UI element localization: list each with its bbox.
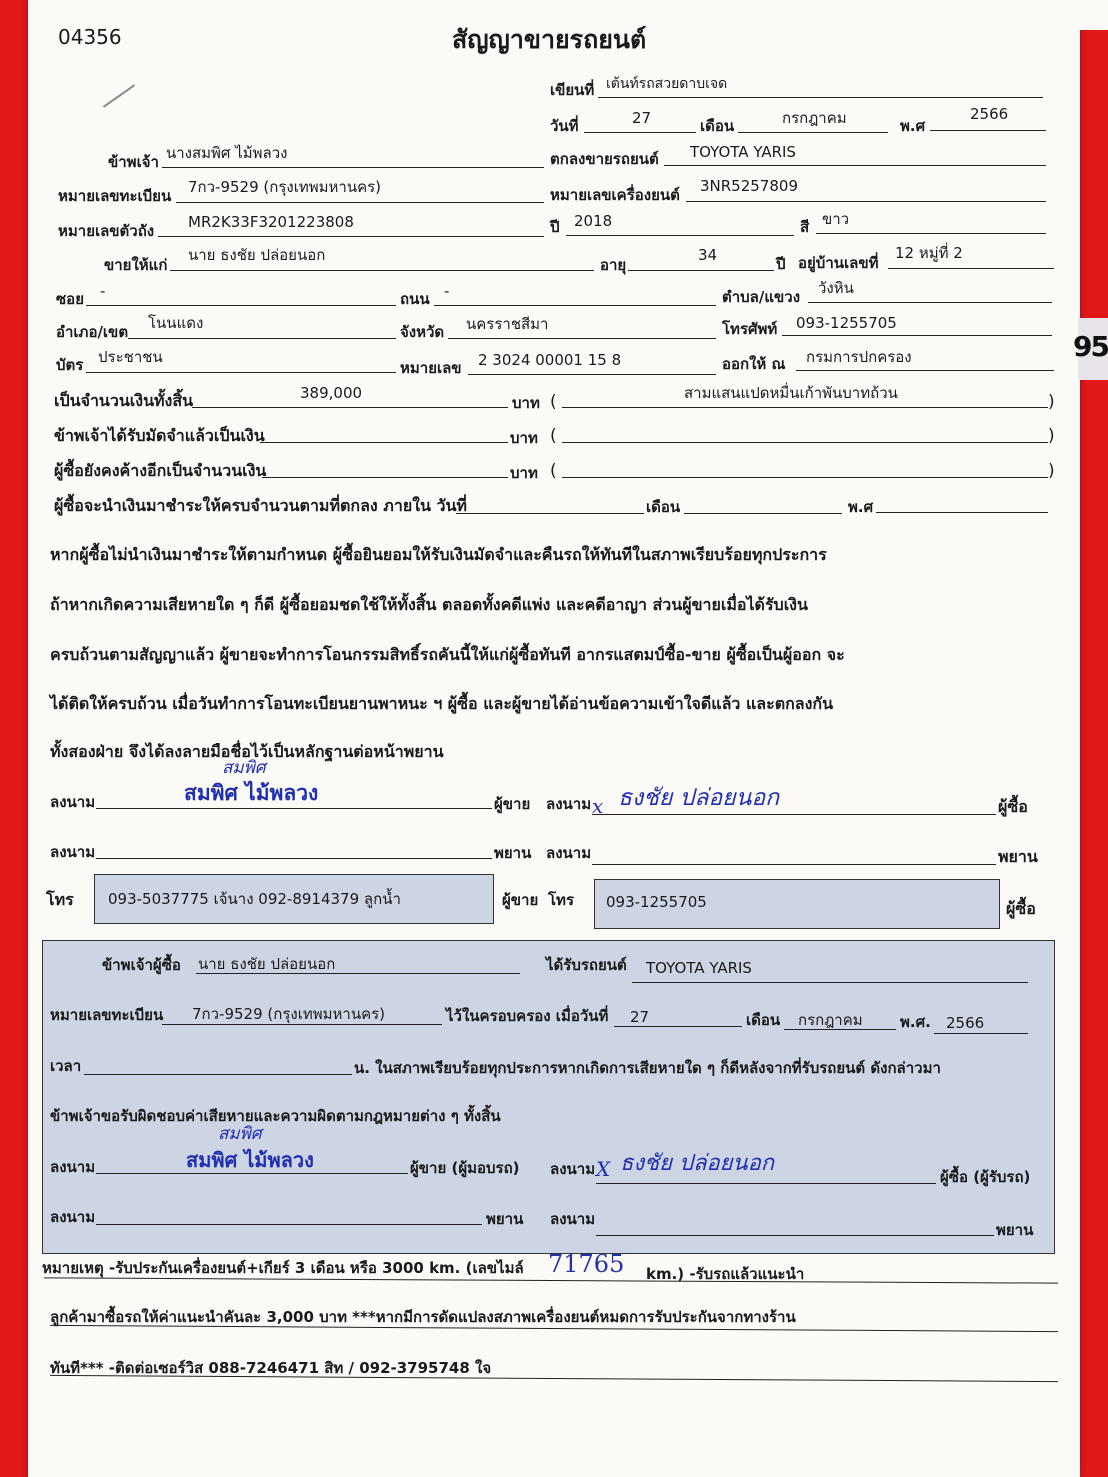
note-line-1b: km.) -รับรถแล้วแนะนำ	[646, 1265, 805, 1283]
engine-no-label: หมายเลขเครื่องยนต์	[550, 186, 680, 204]
receipt-witness2-sign-line	[596, 1235, 994, 1236]
buyer-year-label: ปี	[776, 255, 786, 273]
district-value: โนนแดง	[148, 314, 204, 332]
receipt-witness2-role: พยาน	[996, 1221, 1034, 1239]
written-at-value: เต้นท์รถสวยดาบเจด	[606, 76, 728, 92]
id-number-label: หมายเลข	[400, 359, 462, 377]
phone-value: 093-1255705	[796, 314, 897, 332]
buyer-sign-label: ลงนาม	[546, 795, 592, 813]
registration-label: หมายเลขทะเบียน	[58, 187, 172, 205]
receipt-seller-signature: สมพิศ ไม้พลวง	[186, 1148, 314, 1172]
receipt-seller-sign-line	[96, 1173, 408, 1174]
seller-phone-role: ผู้ขาย	[502, 891, 539, 909]
seller-sign-line	[96, 808, 492, 809]
chassis-no-value: MR2K33F3201223808	[188, 213, 354, 231]
id-card-label: บัตร	[56, 356, 84, 374]
buyer-house-label: อยู่บ้านเลขที่	[798, 254, 879, 272]
receipt-buyer-label: ข้าพเจ้าผู้ซื้อ	[102, 956, 181, 974]
province-value: นครราชสีมา	[466, 315, 549, 333]
subdistrict-value: วังหิน	[818, 279, 854, 297]
total-words-line	[562, 407, 1048, 408]
id-number-line	[468, 374, 716, 375]
buyer-phone: 093-1255705	[606, 893, 707, 911]
color-line	[816, 233, 1046, 234]
receipt-day-line	[614, 1026, 742, 1027]
note-line-1a: หมายเหตุ -รับประกันเครื่องยนต์+เกียร์ 3 เดือน หรือ 3000 km. (เลขไมล์	[42, 1259, 524, 1277]
registration-value: 7กว-9529 (กรุงเทพมหานคร)	[188, 178, 382, 196]
receipt-day-value: 27	[630, 1008, 650, 1026]
date-month-label: เดือน	[700, 117, 735, 135]
receipt-seller-sign-label: ลงนาม	[50, 1158, 96, 1176]
receipt-reg-label: หมายเลขทะเบียน	[50, 1006, 164, 1024]
total-label: เป็นจำนวนเงินทั้งสิ้น	[54, 391, 194, 410]
road-label: ถนน	[400, 290, 430, 308]
receipt-reg-line	[162, 1024, 442, 1025]
buyer-phone-label: โทร	[548, 891, 575, 909]
written-at-label: เขียนที่	[550, 81, 595, 99]
buyer-age-label: อายุ	[600, 256, 627, 274]
terms-line-4: ได้ติดให้ครบถ้วน เมื่อวันทำการโอนทะเบียนยานพาหนะ ฯ ผู้ซื้อ และผู้ขายได้อ่านข้อความเข้าใจดีแล้ว และตกลงกัน	[50, 694, 834, 713]
edge-number: 95	[1073, 330, 1108, 363]
deposit-label: ข้าพเจ้าได้รับมัดจำแล้วเป็นเงิน	[54, 426, 265, 445]
document-number: 04356	[58, 25, 122, 49]
receipt-witness2-sign-label: ลงนาม	[550, 1210, 596, 1228]
receipt-reg-value: 7กว-9529 (กรุงเทพมหานคร)	[192, 1005, 386, 1023]
model-year-label: ปี	[550, 218, 560, 236]
note-line-3: ทันที*** -ติดต่อเซอร์วิส 088-7246471 สิท / 092-3795748 ใจ	[50, 1359, 492, 1377]
witness1-role-label: พยาน	[494, 844, 532, 862]
receipt-year-label: พ.ศ.	[900, 1013, 931, 1031]
witness1-sign-line	[96, 858, 492, 859]
receipt-possession-label: ไว้ในครอบครอง เมื่อวันที่	[446, 1007, 609, 1025]
receipt-buyer-line	[196, 973, 520, 974]
receipt-section	[42, 940, 1055, 1254]
chassis-no-line	[158, 236, 544, 237]
road-line	[434, 305, 716, 306]
pay-month-line	[684, 513, 842, 514]
receipt-year-line	[934, 1033, 1028, 1034]
deposit-open-paren: (	[550, 426, 557, 446]
date-year-value: 2566	[970, 105, 1009, 123]
seller-sign-label: ลงนาม	[50, 793, 96, 811]
pay-year-line	[876, 512, 1048, 513]
engine-no-value: 3NR5257809	[700, 177, 798, 195]
receipt-year-value: 2566	[946, 1014, 985, 1032]
district-line	[128, 338, 396, 339]
buyer-value: นาย ธงชัย ปล่อยนอก	[188, 246, 326, 264]
note-mileage: 71765	[548, 1250, 625, 1278]
pay-month-label: เดือน	[646, 498, 681, 516]
receipt-month-value: กรกฎาคม	[798, 1011, 863, 1029]
registration-line	[176, 202, 544, 203]
date-month-value: กรกฎาคม	[782, 109, 847, 127]
road-value: -	[444, 282, 450, 300]
soi-label: ซอย	[56, 290, 84, 308]
receipt-month-line	[784, 1029, 896, 1030]
pay-day-line	[456, 513, 644, 514]
total-words-value: สามแสนแปดหมื่นเก้าพันบาทถ้วน	[684, 384, 898, 402]
id-card-line	[86, 372, 396, 373]
receipt-witness1-sign-line	[96, 1224, 482, 1225]
buyer-label: ขายให้แก่	[104, 256, 168, 274]
soi-value: -	[100, 282, 106, 300]
model-year-line	[566, 235, 794, 236]
buyer-age-line	[628, 270, 774, 271]
total-open-paren: (	[550, 392, 557, 412]
receipt-month-label: เดือน	[746, 1011, 781, 1029]
receipt-seller-signature-top: สมพิศ	[218, 1124, 262, 1144]
remaining-line	[262, 477, 508, 478]
receipt-witness1-sign-label: ลงนาม	[50, 1208, 96, 1226]
color-value: ขาว	[822, 210, 850, 228]
subdistrict-line	[808, 302, 1052, 303]
issued-line	[796, 370, 1054, 371]
buyer-line	[170, 270, 594, 271]
total-value: 389,000	[300, 384, 363, 402]
phone-line	[782, 335, 1052, 336]
witness1-sign-label: ลงนาม	[50, 843, 96, 861]
province-label: จังหวัด	[400, 323, 445, 341]
seller-role-label: ผู้ขาย	[494, 795, 531, 813]
seller-phone-label: โทร	[46, 890, 74, 909]
date-day-line	[584, 132, 696, 133]
remaining-label: ผู้ซื้อยังคงค้างอีกเป็นจำนวนเงิน	[54, 461, 267, 480]
terms-line-2: ถ้าหากเกิดความเสียหายใด ๆ ก็ดี ผู้ซื้อยอมชดใช้ให้ทั้งสิ้น ตลอดทั้งคดีแพ่ง และคดีอาญา ส่วนผู้ขายเมื่อได้รับเงิน	[50, 595, 808, 614]
receipt-liability-text: ข้าพเจ้าขอรับผิดชอบค่าเสียหายและความผิดตามกฎหมายต่าง ๆ ทั้งสิ้น	[50, 1107, 501, 1125]
model-year-value: 2018	[574, 212, 613, 230]
receipt-car-value: TOYOTA YARIS	[646, 959, 752, 977]
receipt-condition-text: น. ในสภาพเรียบร้อยทุกประการหากเกิดการเสียหายใด ๆ ก็ดีหลังจากที่รับรถยนต์ ดังกล่าวมา	[354, 1059, 941, 1077]
terms-line-5: ทั้งสองฝ่าย จึงได้ลงลายมือชื่อไว้เป็นหลักฐานต่อหน้าพยาน	[50, 742, 444, 761]
receipt-buyer-role: ผู้ซื้อ (ผู้รับรถ)	[940, 1168, 1031, 1186]
terms-line-3: ครบถ้วนตามสัญญาแล้ว ผู้ขายจะทำการโอนกรรมสิทธิ์รถคันนี้ให้แก่ผู้ซื้อทันที อากรแสตมป์ซื้อ-ขาย ผู้ซื้อเป็นผู้ออก จะ	[50, 645, 845, 664]
remaining-baht-label: บาท	[510, 464, 538, 482]
buyer-house-line	[888, 268, 1054, 269]
date-year-label: พ.ศ	[900, 117, 926, 135]
issued-label: ออกให้ ณ	[722, 355, 786, 373]
receipt-buyer-signature-x: X	[596, 1157, 611, 1181]
engine-no-line	[686, 201, 1046, 202]
deposit-close-paren: )	[1048, 426, 1055, 446]
deposit-words-line	[562, 442, 1048, 443]
id-number-value: 2 3024 00001 15 8	[478, 351, 622, 369]
receipt-buyer-value: นาย ธงชัย ปล่อยนอก	[198, 955, 336, 973]
seller-signature: สมพิศ ไม้พลวง	[184, 780, 319, 805]
witness2-sign-line	[592, 864, 996, 865]
receipt-time-label: เวลา	[50, 1057, 82, 1075]
id-card-value: ประชาชน	[98, 348, 163, 366]
remaining-open-paren: (	[550, 461, 557, 481]
receipt-buyer-sign-line	[596, 1183, 936, 1184]
buyer-age-value: 34	[698, 246, 718, 264]
issued-value: กรมการปกครอง	[806, 348, 912, 366]
receipt-buyer-signature: ธงชัย ปล่อยนอก	[620, 1151, 775, 1176]
receipt-witness1-role: พยาน	[486, 1210, 524, 1228]
pay-deadline-label: ผู้ซื้อจะนำเงินมาชำระให้ครบจำนวนตามที่ตกลง ภายใน วันที่	[54, 496, 467, 515]
subdistrict-label: ตำบล/แขวง	[722, 288, 801, 306]
receipt-time-line	[84, 1074, 352, 1075]
seller-signature-top: สมพิศ	[222, 758, 266, 778]
total-line	[192, 407, 508, 408]
receipt-seller-role: ผู้ขาย (ผู้มอบรถ)	[410, 1159, 520, 1177]
seller-phones: 093-5037775 เจ้นาง 092-8914379 ลูกน้ำ	[108, 890, 401, 908]
buyer-phone-role: ผู้ซื้อ	[1006, 899, 1036, 918]
remaining-close-paren: )	[1048, 461, 1055, 481]
district-label: อำเภอ/เขต	[56, 323, 129, 341]
receipt-car-label: ได้รับรถยนต์	[546, 956, 627, 974]
background-paper-edge	[1076, 0, 1108, 30]
buyer-house-value: 12 หมู่ที่ 2	[895, 244, 963, 262]
agree-label: ตกลงขายรถยนต์	[550, 150, 659, 168]
terms-line-1: หากผู้ซื้อไม่นำเงินมาชำระให้ตามกำหนด ผู้ซื้อยินยอมให้รับเงินมัดจำและคืนรถให้ทันทีในสภาพเรียบร้อยทุกประการ	[50, 545, 827, 564]
total-close-paren: )	[1048, 392, 1055, 412]
soi-line	[86, 305, 396, 306]
date-month-line	[738, 132, 888, 133]
deposit-baht-label: บาท	[510, 429, 538, 447]
witness2-role-label: พยาน	[998, 847, 1038, 866]
phone-label: โทรศัพท์	[722, 320, 778, 338]
total-baht-label: บาท	[512, 394, 540, 412]
agree-line	[664, 165, 1046, 166]
buyer-signature-x: x	[592, 794, 604, 818]
date-year-line	[930, 130, 1046, 131]
agree-value: TOYOTA YARIS	[690, 143, 796, 161]
buyer-role-label: ผู้ซื้อ	[998, 797, 1028, 816]
buyer-signature: ธงชัย ปล่อยนอก	[618, 785, 780, 811]
seller-line	[162, 167, 544, 168]
color-label: สี	[800, 218, 810, 236]
receipt-buyer-sign-label: ลงนาม	[550, 1160, 596, 1178]
witness2-sign-label: ลงนาม	[546, 844, 592, 862]
pay-year-label: พ.ศ	[848, 498, 874, 516]
receipt-car-line	[632, 982, 1028, 983]
seller-value: นางสมพิศ ไม้พลวง	[166, 144, 288, 162]
note-line-2: ลูกค้ามาซื้อรถให้ค่าแนะนำคันละ 3,000 บาท ***หากมีการดัดแปลงสภาพเครื่องยนต์หมดการรับประกันจากทางร้าน	[50, 1308, 796, 1326]
written-at-line	[598, 97, 1043, 98]
buyer-sign-line	[592, 814, 996, 815]
date-day-value: 27	[632, 109, 652, 127]
date-day-label: วันที่	[550, 117, 579, 135]
province-line	[448, 338, 716, 339]
document-title: สัญญาขายรถยนต์	[452, 25, 647, 54]
chassis-no-label: หมายเลขตัวถัง	[58, 222, 155, 240]
seller-label: ข้าพเจ้า	[108, 153, 159, 171]
remaining-words-line	[562, 477, 1048, 478]
deposit-line	[260, 442, 508, 443]
